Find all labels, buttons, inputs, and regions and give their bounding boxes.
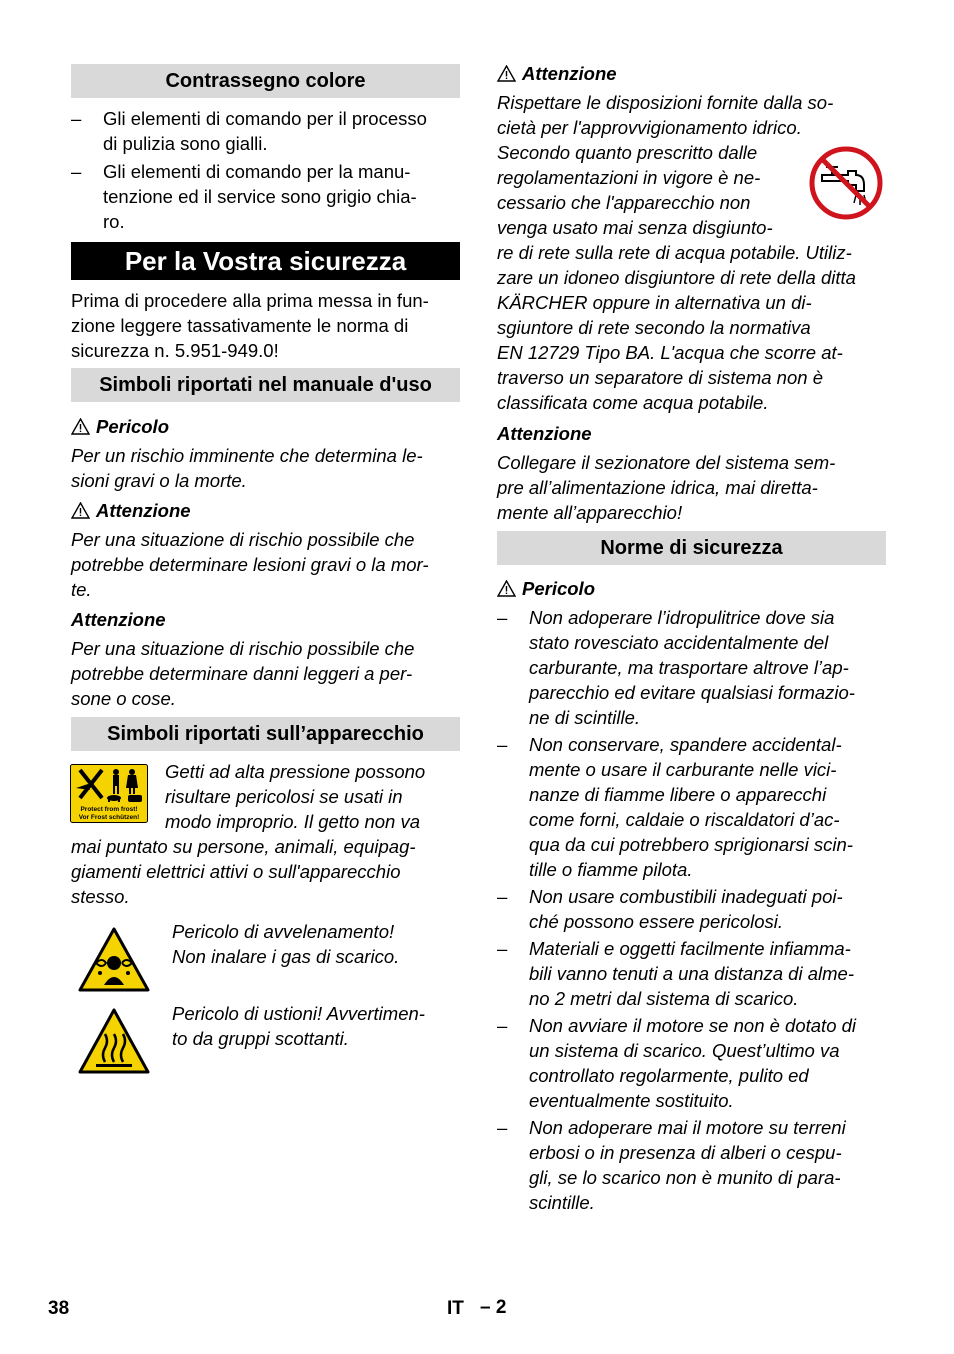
list-item-line: ro. [103, 211, 125, 232]
text-line: Per una situazione di rischio possibile che [71, 529, 415, 550]
text-line: Secondo quanto prescritto dalle [497, 142, 758, 163]
list-dash: – [497, 1015, 508, 1036]
list-item-line: mente o usare il carburante nelle vici- [529, 759, 837, 780]
text-line: KÄRCHER oppure in alternativa un di- [497, 292, 812, 313]
list-item-line: qua da cui potrebbero sprigionarsi scin- [529, 834, 853, 855]
list-dash: – [497, 886, 508, 907]
section-header-safety-norms [497, 531, 886, 565]
title-text: Per la Vostra sicurezza [124, 246, 407, 276]
language-code: IT [447, 1298, 464, 1319]
poisoning-sign [78, 927, 150, 992]
list-item-line: Gli elementi di comando per la manu- [103, 161, 411, 182]
list-item-line: controllato regolarmente, pulito ed [529, 1065, 809, 1086]
hot-surface-warning-icon [78, 1008, 150, 1074]
text-line: Rispettare le disposizioni fornite dalla so- [497, 92, 834, 113]
text-line: stesso. [71, 886, 130, 907]
list-item-line: ché possono essere pericolosi. [529, 911, 784, 932]
text-line: regolamentazioni in vigore è ne- [497, 167, 761, 188]
header-text: Norme di sicurezza [600, 537, 783, 559]
high-pressure-warning-icon [70, 764, 148, 823]
list-item-line: eventualmente sostituito. [529, 1090, 734, 1111]
text-line: traverso un separatore di sistema non è [497, 367, 823, 388]
danger-heading [71, 414, 169, 439]
list-item-line: come forni, caldaie o riscaldatori d’ac- [529, 809, 840, 830]
list-item-line: gli, se lo scarico non è munito di para- [529, 1167, 841, 1188]
text-line: re di rete sulla rete di acqua potabile. Utiliz- [497, 242, 852, 263]
text-line: cessario che l'apparecchio non [497, 192, 751, 213]
warning-triangle-icon [497, 580, 516, 597]
high-pressure-label-image [70, 764, 148, 823]
warning-label: Attenzione [522, 63, 617, 84]
section-header-device-symbols [71, 717, 460, 751]
list-item-line: Non avviare il motore se non è dotato di [529, 1015, 857, 1036]
toxic-gas-warning-icon [78, 927, 150, 992]
list-dash: – [497, 1117, 508, 1138]
list-item-line: ne di scintille. [529, 707, 641, 728]
section-page-number: – 2 [480, 1297, 507, 1318]
text-line: mai puntato su persone, animali, equipag- [71, 836, 416, 857]
list-item-line: Non adoperare mai il motore su terreni [529, 1117, 846, 1138]
warning-triangle-icon [71, 418, 90, 435]
text-line: te. [71, 579, 92, 600]
list-item-line: tenzione ed il service sono grigio chia- [103, 186, 417, 207]
header-text: Contrassegno colore [165, 70, 366, 92]
list-item-line: di pulizia sono gialli. [103, 133, 268, 154]
section-header-color-coding [71, 64, 460, 98]
danger-label: Pericolo [522, 578, 595, 599]
warning-heading: Attenzione [497, 423, 592, 444]
list-item-line: bili vanno tenuti a una distanza di almе- [529, 963, 854, 984]
text-line: cietà per l'approvvigionamento idrico. [497, 117, 802, 138]
text-line: potrebbe determinare danni leggeri a per- [71, 663, 413, 684]
caution-heading: Attenzione [71, 609, 166, 630]
frost-label-en: Protect from frost! [80, 806, 138, 813]
list-item-line: nanze di fiamme libere o apparecchi [529, 784, 827, 805]
list-dash: – [497, 938, 508, 959]
text-line: Per un rischio imminente che determina le- [71, 445, 423, 466]
list-item-line: Non adoperare l’idropulitrice dove sia [529, 607, 835, 628]
list-item-line: erbosi o in presenza di alberi o cespu- [529, 1142, 842, 1163]
text-line: zione leggere tassativamente le norma di [71, 315, 409, 336]
text-line: giamenti elettrici attivi o sull'apparecchio [71, 861, 401, 882]
warning-label: Attenzione [96, 500, 191, 521]
warning-heading [71, 498, 191, 523]
list-item-line: scintille. [529, 1192, 595, 1213]
text-line: pre all’alimentazione idrica, mai diretta- [497, 477, 818, 498]
text-line: potrebbe determinare lesioni gravi o la mor- [71, 554, 429, 575]
header-text: Simboli riportati sull’apparecchio [107, 723, 424, 745]
list-item-line: un sistema di scarico. Quest’ultimo va [529, 1040, 840, 1061]
text-line: sioni gravi o la morte. [71, 470, 247, 491]
list-item-line: no 2 metri dal sistema di scarico. [529, 988, 799, 1009]
list-item-line: stato rovesciato accidentalmente del [529, 632, 829, 653]
text-line: modo improprio. Il getto non va [165, 811, 421, 832]
text-line: sgiuntore di rete secondo la normativa [497, 317, 811, 338]
text-line: venga usato mai senza disgiunto- [497, 217, 773, 238]
frost-label-de: Vor Frost schützen! [78, 814, 140, 821]
text-line: Pericolo di avvelenamento! [172, 921, 395, 942]
list-dash: – [497, 734, 508, 755]
text-line: risultare pericolosi se usati in [165, 786, 403, 807]
section-title-safety [71, 242, 460, 280]
list-dash: – [497, 607, 508, 628]
list-item-line: carburante, ma trasportare altrove l’ap- [529, 657, 849, 678]
list-dash: – [71, 108, 82, 129]
text-line: EN 12729 Tipo BA. L'acqua che scorre at- [497, 342, 843, 363]
list-item-line: parecchio ed evitare qualsiasi formazio- [529, 682, 855, 703]
list-item-line: Gli elementi di comando per il processo [103, 108, 427, 129]
header-text: Simboli riportati nel manuale d'uso [99, 374, 432, 396]
warning-triangle-icon [497, 65, 516, 82]
warning-triangle-icon [71, 502, 90, 519]
burn-sign [78, 1008, 150, 1074]
no-potable-water-sign [808, 145, 884, 221]
text-line: Per una situazione di rischio possibile che [71, 638, 415, 659]
list-dash: – [71, 161, 82, 182]
text-line: sone o cose. [71, 688, 176, 709]
text-line: Collegare il sezionatore del sistema sem- [497, 452, 836, 473]
no-direct-connection-icon [808, 145, 884, 221]
text-line: Non inalare i gas di scarico. [172, 946, 400, 967]
danger-heading [497, 576, 595, 601]
text-line: Pericolo di ustioni! Avvertimen- [172, 1003, 425, 1024]
text-line: sicurezza n. 5.951-949.0! [71, 340, 279, 361]
text-line: to da gruppi scottanti. [172, 1028, 349, 1049]
text-line: zare un idoneo disgiuntore di rete della ditta [497, 267, 856, 288]
list-item-line: tille o fiamme pilota. [529, 859, 693, 880]
text-line: Prima di procedere alla prima messa in fun- [71, 290, 429, 311]
text-line: mente all’apparecchio! [497, 502, 683, 523]
list-item-line: Materiali e oggetti facilmente infiamma- [529, 938, 851, 959]
warning-heading [497, 61, 617, 86]
list-item-line: Non conservare, spandere accidental- [529, 734, 842, 755]
section-header-manual-symbols [71, 368, 460, 402]
text-line: classificata come acqua potabile. [497, 392, 769, 413]
danger-label: Pericolo [96, 416, 169, 437]
page-number: 38 [48, 1298, 70, 1319]
list-item-line: Non usare combustibili inadeguati poi- [529, 886, 843, 907]
text-line: Getti ad alta pressione possono [165, 761, 426, 782]
